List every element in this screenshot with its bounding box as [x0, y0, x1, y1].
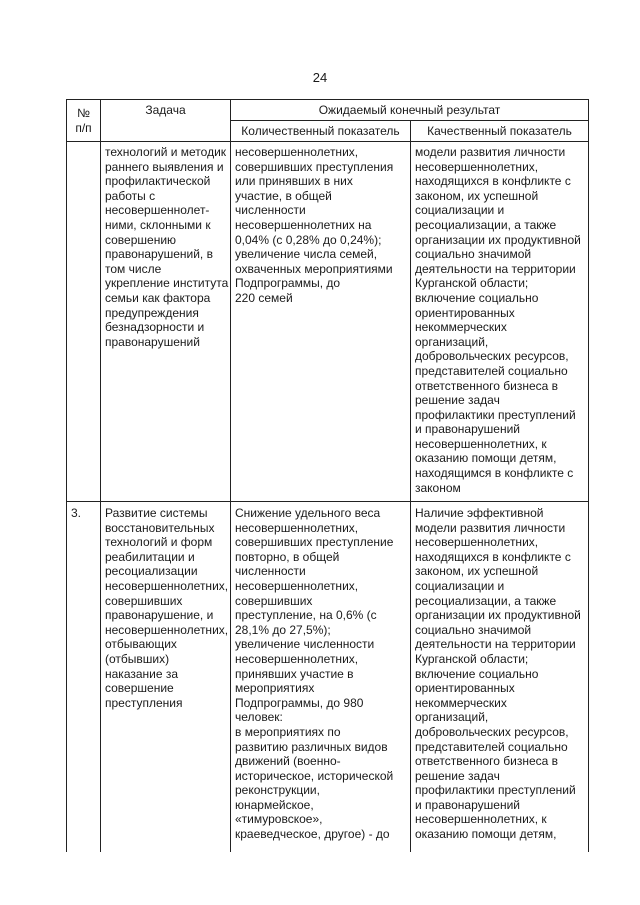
text-line: наказание за: [105, 666, 179, 681]
text-line: охваченных мероприятиями: [235, 261, 393, 276]
text-line: ресоциализации, а также: [415, 217, 557, 232]
text-line: ориентированных: [415, 305, 515, 320]
text-line: отбывающих: [105, 637, 177, 652]
qualitative-text: [415, 145, 584, 495]
text-line: организации их продуктивной: [415, 608, 581, 623]
header-quantitative: [231, 121, 411, 142]
header-quantitative-text: Количественный показатель: [241, 123, 400, 138]
text-line: представителей социально: [415, 363, 568, 378]
header-number-text: [71, 106, 96, 135]
task-text: [105, 506, 229, 710]
text-line: несовершеннолетних,: [235, 520, 359, 535]
text-line: (отбывших): [105, 651, 170, 666]
text-line: социализации и: [415, 203, 505, 218]
text-line: Подпрограммы, до: [235, 276, 341, 291]
text-line: ответственного бизнеса в: [415, 378, 559, 393]
text-line: несовершеннолетних на: [235, 217, 372, 232]
text-line: раннего выявления и: [105, 159, 224, 174]
text-line: юнармейское,: [235, 797, 314, 812]
text-line: 0,04% (с 0,28% до 0,24%);: [235, 232, 382, 247]
text-line: несовершеннолетних,: [105, 622, 229, 637]
text-line: совершивших преступление: [235, 535, 394, 550]
text-line: п/п: [75, 120, 92, 135]
text-line: повторно, в общей: [235, 549, 340, 564]
text-line: совершение: [105, 681, 174, 696]
header-qualitative-text: Качественный показатель: [427, 123, 572, 138]
text-line: некоммерческих: [415, 695, 507, 710]
text-line: преступление, на 0,6% (с: [235, 608, 377, 623]
text-line: законом, их успешной: [415, 188, 539, 203]
text-line: некоммерческих: [415, 320, 507, 335]
text-line: развитию различных видов: [235, 739, 388, 754]
row-number-cell: [67, 142, 101, 502]
text-line: ними, склонными к: [105, 217, 211, 232]
text-line: том числе: [105, 261, 162, 276]
text-line: технологий и методик: [105, 145, 227, 159]
text-line: деятельности на территории: [415, 637, 576, 652]
header-expected-result: [231, 100, 589, 121]
text-line: совершивших: [105, 593, 183, 608]
text-line: организаций,: [415, 334, 489, 349]
quantitative-cell: [231, 502, 411, 853]
text-line: историческое, исторической: [235, 768, 394, 783]
quantitative-cell: [231, 142, 411, 502]
text-line: социально значимой: [415, 622, 532, 637]
text-line: добровольческих ресурсов,: [415, 349, 569, 364]
text-line: увеличение числа семей,: [235, 247, 378, 262]
text-line: несовершеннолетних,: [415, 159, 539, 174]
text-line: ответственного бизнеса в: [415, 754, 559, 769]
quantitative-text: [235, 506, 406, 842]
text-line: правонарушений, в: [105, 247, 213, 262]
text-line: включение социально: [415, 290, 539, 305]
text-line: Подпрограммы, до 980: [235, 695, 364, 710]
text-line: Курганской области;: [415, 651, 529, 666]
text-line: 220 семей: [235, 290, 293, 305]
page-number: 24: [312, 70, 328, 85]
text-line: добровольческих ресурсов,: [415, 724, 569, 739]
text-line: Наличие эффективной: [415, 506, 544, 520]
text-line: реконструкции,: [235, 783, 320, 798]
text-line: представителей социально: [415, 739, 568, 754]
text-line: предупреждения: [105, 305, 199, 320]
text-line: несовершеннолетних, к: [415, 436, 547, 451]
text-line: находящимся в конфликте с: [415, 466, 574, 481]
task-text: [105, 145, 229, 349]
text-line: находящихся в конфликте с: [415, 549, 571, 564]
text-line: социально значимой: [415, 247, 532, 262]
quantitative-text: [235, 145, 406, 306]
table-row: [67, 502, 589, 853]
text-line: социализации и: [415, 578, 505, 593]
text-line: совершивших: [235, 593, 313, 608]
text-line: Снижение удельного веса: [235, 506, 381, 520]
qualitative-cell: [411, 142, 589, 502]
text-line: численности: [235, 564, 306, 579]
text-line: оказанию помощи детям,: [415, 451, 557, 466]
text-line: включение социально: [415, 666, 539, 681]
qualitative-text: [415, 506, 584, 842]
text-line: в мероприятиях по: [235, 724, 341, 739]
text-line: несовершеннолет-: [105, 203, 210, 218]
text-line: несовершеннолетних, к: [415, 812, 547, 827]
text-line: несовершеннолетних,: [235, 651, 359, 666]
text-line: преступления: [105, 695, 183, 710]
text-line: Курганской области;: [415, 276, 529, 291]
text-line: реабилитации и: [105, 549, 195, 564]
text-line: технологий и форм: [105, 535, 213, 550]
text-line: решение задач: [415, 768, 500, 783]
text-line: законом, их успешной: [415, 564, 539, 579]
text-line: семьи как фактора: [105, 290, 211, 305]
text-line: несовершеннолетних,: [235, 145, 359, 159]
text-line: оказанию помощи детям,: [415, 827, 557, 842]
text-line: принявших участие в: [235, 666, 354, 681]
text-line: «тимуровское»,: [235, 812, 323, 827]
text-line: совершивших преступления: [235, 159, 394, 174]
row-number: 3.: [71, 506, 82, 520]
text-line: ресоциализации: [105, 564, 198, 579]
text-line: организаций,: [415, 710, 489, 725]
text-line: или принявших в них: [235, 174, 353, 189]
header-qualitative: [411, 121, 589, 142]
text-line: 28,1% до 27,5%);: [235, 622, 331, 637]
header-number: [67, 100, 101, 142]
qualitative-cell: [411, 502, 589, 853]
header-task-text: Задача: [145, 103, 186, 117]
text-line: несовершеннолетних,: [415, 535, 539, 550]
text-line: и правонарушений: [415, 797, 520, 812]
text-line: несовершеннолетних,: [235, 578, 359, 593]
text-line: деятельности на территории: [415, 261, 576, 276]
text-line: правонарушений: [105, 334, 200, 349]
text-line: несовершеннолетних,: [105, 578, 229, 593]
text-line: восстановительных: [105, 520, 215, 535]
results-table: [66, 99, 589, 852]
task-cell: [101, 502, 231, 853]
text-line: совершению: [105, 232, 177, 247]
text-line: профилактики преступлений: [415, 407, 576, 422]
text-line: организации их продуктивной: [415, 232, 581, 247]
text-line: профилактики преступлений: [415, 783, 576, 798]
text-line: укрепление института: [105, 276, 229, 291]
text-line: безнадзорности и: [105, 320, 205, 335]
text-line: профилактической: [105, 174, 211, 189]
text-line: ориентированных: [415, 681, 515, 696]
table-row: [67, 142, 589, 502]
text-line: увеличение численности: [235, 637, 375, 652]
row-number-cell: [67, 502, 101, 853]
text-line: модели развития личности: [415, 520, 566, 535]
text-line: решение задач: [415, 393, 500, 408]
text-line: Развитие системы: [105, 506, 208, 520]
text-line: краеведческое, другое) - до: [235, 827, 390, 842]
text-line: законом: [415, 480, 461, 495]
text-line: модели развития личности: [415, 145, 566, 159]
header-expected-result-text: Ожидаемый конечный результат: [318, 102, 501, 117]
text-line: ресоциализации, а также: [415, 593, 557, 608]
text-line: №: [77, 105, 90, 120]
text-line: движений (военно-: [235, 754, 341, 769]
text-line: участие, в общей: [235, 188, 332, 203]
text-line: работы с: [105, 188, 156, 203]
text-line: численности: [235, 203, 306, 218]
text-line: находящихся в конфликте с: [415, 174, 571, 189]
text-line: человек:: [235, 710, 283, 725]
text-line: мероприятиях: [235, 681, 315, 696]
table-header-row: [67, 100, 589, 121]
header-task: [101, 100, 231, 142]
task-cell: [101, 142, 231, 502]
text-line: и правонарушений: [415, 422, 520, 437]
text-line: правонарушение, и: [105, 608, 214, 623]
